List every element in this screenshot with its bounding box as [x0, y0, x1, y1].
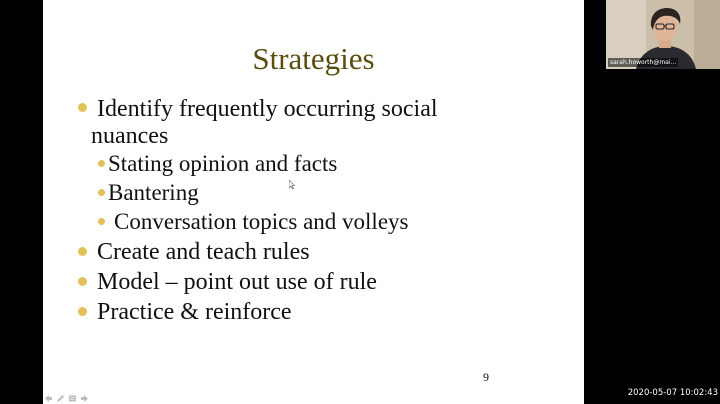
bullet-icon [78, 307, 87, 316]
arrow-right-icon[interactable] [80, 394, 89, 403]
pen-icon[interactable] [56, 394, 65, 403]
sub-bullet-icon [98, 189, 105, 196]
bullet-text: Model – point out use of rule [97, 269, 377, 295]
slide-title: Strategies [252, 41, 375, 76]
slide-navigation-controls [44, 392, 89, 404]
sub-bullet-text: Stating opinion and facts [108, 151, 338, 176]
menu-icon[interactable] [68, 394, 77, 403]
bullet-icon [78, 277, 87, 286]
bullet-text: Practice & reinforce [97, 299, 292, 325]
recording-timestamp: 2020-05-07 10:02:43 [627, 388, 718, 398]
sub-bullet-text: Bantering [108, 180, 199, 205]
mouse-cursor-icon [289, 180, 295, 189]
participant-video-tile[interactable] [606, 0, 720, 69]
sub-bullet-icon [98, 218, 105, 225]
bullet-list [43, 0, 584, 404]
sub-bullet-icon [98, 160, 105, 167]
participant-name-label: sarah.howorth@mai... [610, 59, 677, 66]
bullet-text-continuation: nuances [91, 123, 169, 149]
bullet-icon [78, 247, 87, 256]
slide-page-number: 9 [483, 370, 489, 384]
bullet-text: Create and teach rules [97, 239, 310, 265]
bullet-text: Identify frequently occurring social [97, 96, 438, 122]
sub-bullet-text: Conversation topics and volleys [114, 209, 409, 234]
presentation-slide [43, 0, 584, 404]
arrow-left-icon[interactable] [44, 394, 53, 403]
bullet-icon [78, 103, 87, 112]
